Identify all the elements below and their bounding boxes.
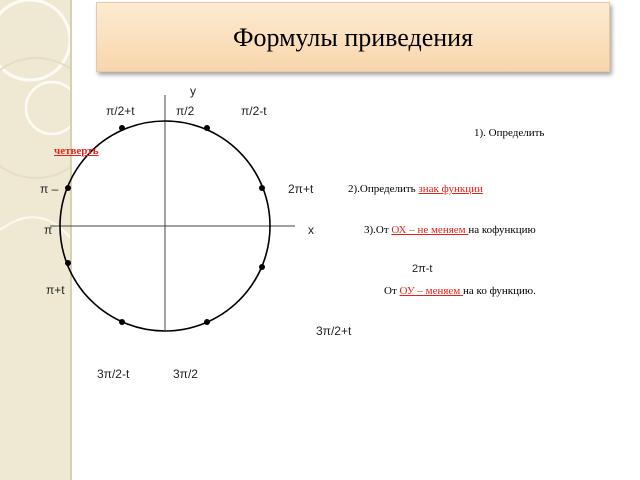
label-pi: π bbox=[44, 223, 53, 237]
rule3-line bbox=[364, 223, 536, 237]
label-two-pi-plus-t: 2π+t bbox=[288, 182, 314, 196]
rule2-highlight: знак функции bbox=[418, 183, 483, 195]
rule3-text: 3).От bbox=[364, 224, 392, 236]
rule1-text: 1). Определить bbox=[474, 127, 545, 139]
label-pi-minus: π – bbox=[40, 182, 59, 196]
rule2-text: 2).Определить bbox=[348, 183, 419, 195]
rule4-suffix: на ко функцию. bbox=[463, 285, 536, 297]
rule4-text: От bbox=[384, 285, 400, 297]
y-axis-label: y bbox=[190, 84, 196, 98]
point-three-pi-half-plus-t bbox=[204, 319, 210, 325]
label-three-pi-half-minus-t: 3π/2-t bbox=[97, 367, 130, 381]
point-two-pi-minus-t bbox=[259, 264, 265, 270]
rule1-highlight: четверть bbox=[54, 145, 99, 157]
point-pi-half-plus-t bbox=[119, 125, 125, 131]
label-three-pi-half-plus-t: 3π/2+t bbox=[316, 324, 352, 338]
point-pi-plus-t bbox=[65, 260, 71, 266]
point-three-pi-half-minus-t bbox=[119, 319, 125, 325]
x-axis-label: x bbox=[308, 223, 314, 237]
label-pi-plus-t: π+t bbox=[46, 283, 65, 297]
rule4-line bbox=[384, 284, 536, 298]
label-three-pi-half: 3π/2 bbox=[173, 367, 198, 381]
label-two-pi-minus-t: 2π-t bbox=[412, 263, 433, 275]
page-title: Формулы приведения bbox=[232, 23, 474, 52]
label-pi-half-plus-t: π/2+t bbox=[106, 104, 135, 118]
point-pi-minus-t bbox=[65, 185, 71, 191]
rule3-highlight: ОХ – не меняем bbox=[391, 224, 469, 236]
label-pi-half: π/2 bbox=[176, 104, 195, 118]
point-pi-half-minus-t bbox=[204, 125, 210, 131]
rule4-highlight: ОУ – меняем bbox=[399, 285, 464, 297]
label-pi-half-minus-t: π/2-t bbox=[241, 104, 267, 118]
rule3-suffix: на кофункцию bbox=[468, 224, 536, 236]
rule2-line bbox=[348, 182, 483, 196]
point-two-pi-plus-t bbox=[259, 185, 265, 191]
